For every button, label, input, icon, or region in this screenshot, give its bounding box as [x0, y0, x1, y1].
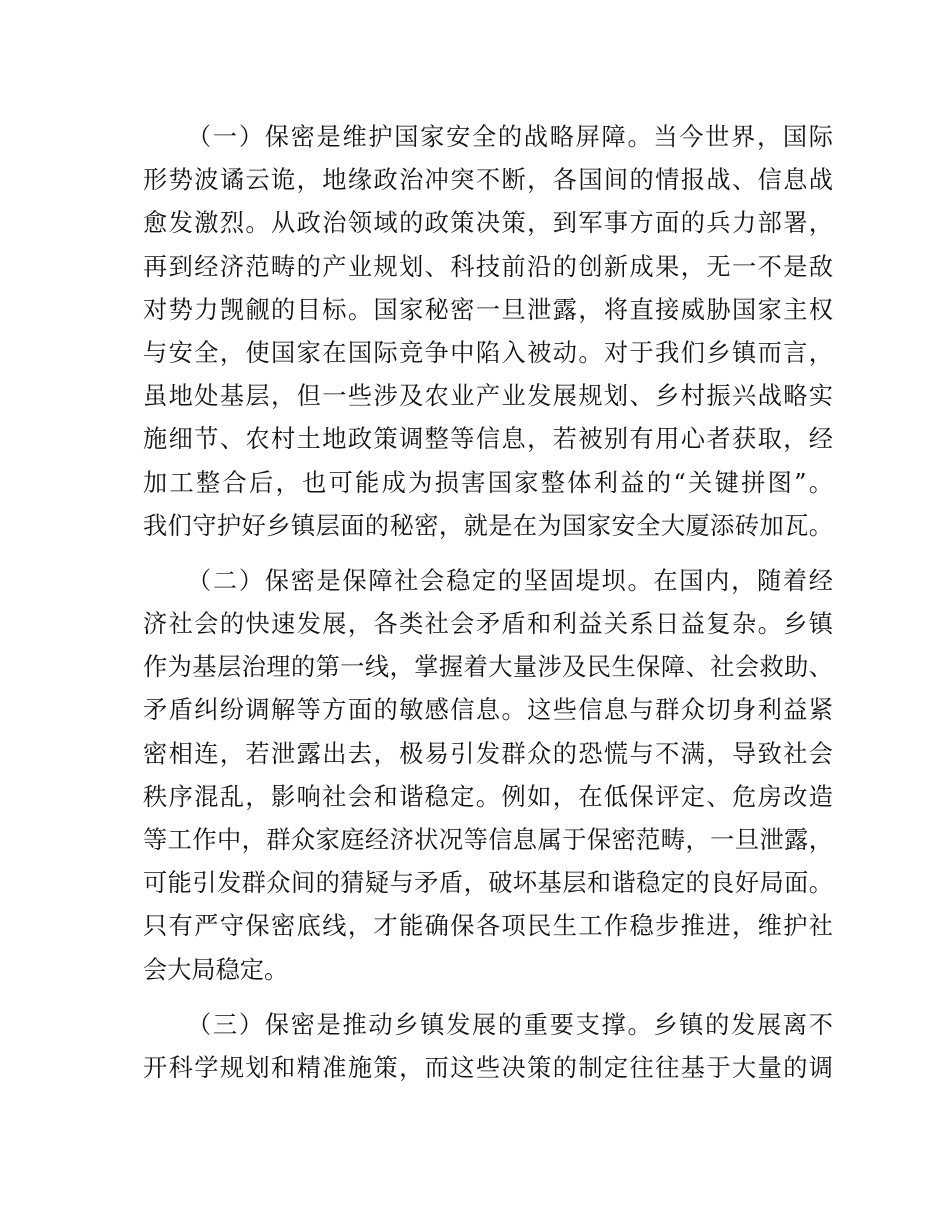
- document-body: [143, 116, 833, 1090]
- paragraph-line: 虽地处基层，但一些涉及农业产业发展规划、乡村振兴战略实: [143, 382, 833, 411]
- paragraph-spacing: [143, 992, 833, 1004]
- paragraph-line: 矛盾纠纷调解等方面的敏感信息。这些信息与群众切身利益紧: [143, 696, 833, 725]
- paragraph-line: 加工整合后，也可能成为损害国家整体利益的“关键拼图”。: [143, 468, 833, 497]
- paragraph-line: （三）保密是推动乡镇发展的重要支撑。乡镇的发展离不: [187, 1010, 833, 1039]
- paragraph-line: 施细节、农村土地政策调整等信息，若被别有用心者获取，经: [143, 425, 833, 454]
- paragraph-1: [143, 116, 833, 548]
- paragraph-line: 对势力觊觎的目标。国家秘密一旦泄露，将直接威胁国家主权: [143, 295, 833, 324]
- paragraph-line: 形势波谲云诡，地缘政治冲突不断，各国间的情报战、信息战: [143, 166, 833, 195]
- paragraph-line: 会大局稳定。: [143, 955, 289, 984]
- paragraph-line: 只有严守保密底线，才能确保各项民生工作稳步推进，维护社: [143, 912, 833, 941]
- paragraph-line: 秩序混乱，影响社会和谐稳定。例如，在低保评定、危房改造: [143, 782, 833, 811]
- paragraph-3: [143, 1004, 833, 1090]
- paragraph-line: 与安全，使国家在国际竞争中陷入被动。对于我们乡镇而言，: [143, 338, 833, 367]
- paragraph-line: （二）保密是保障社会稳定的坚固堤坝。在国内，随着经: [187, 566, 833, 595]
- paragraph-line: 济社会的快速发展，各类社会矛盾和利益关系日益复杂。乡镇: [143, 610, 833, 639]
- paragraph-line: 再到经济范畴的产业规划、科技前沿的创新成果，无一不是敌: [143, 252, 833, 281]
- paragraph-line: 我们守护好乡镇层面的秘密，就是在为国家安全大厦添砖加瓦。: [143, 511, 833, 540]
- paragraph-spacing: [143, 548, 833, 560]
- paragraph-line: 作为基层治理的第一线，掌握着大量涉及民生保障、社会救助、: [143, 653, 833, 682]
- paragraph-line: 可能引发群众间的猜疑与矛盾，破坏基层和谐稳定的良好局面。: [143, 869, 833, 898]
- paragraph-line: （一）保密是维护国家安全的战略屏障。当今世界，国际: [187, 123, 833, 151]
- paragraph-line: 开科学规划和精准施策，而这些决策的制定往往基于大量的调: [143, 1053, 833, 1082]
- paragraph-line: 密相连，若泄露出去，极易引发群众的恐慌与不满，导致社会: [143, 739, 833, 768]
- paragraph-line: 愈发激烈。从政治领域的政策决策，到军事方面的兵力部署，: [143, 209, 833, 238]
- paragraph-line: 等工作中，群众家庭经济状况等信息属于保密范畴，一旦泄露，: [143, 826, 833, 854]
- paragraph-2: [143, 560, 833, 992]
